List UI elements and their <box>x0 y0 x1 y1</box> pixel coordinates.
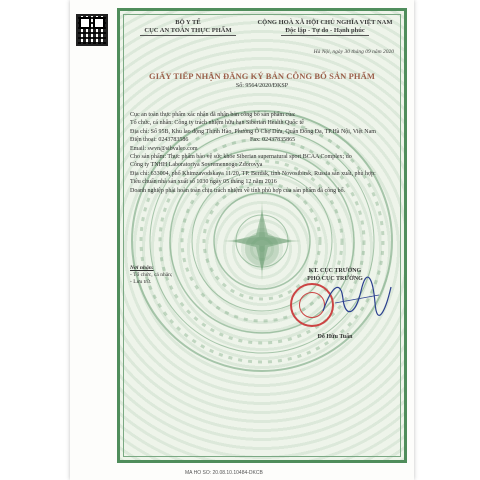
national-motto: Độc lập - Tự do - Hạnh phúc <box>281 27 368 36</box>
contact-row <box>130 136 396 144</box>
intro-line: Cục an toàn thực phẩm xác nhận đã nhận bản công bố sản phẩm của: <box>130 112 296 118</box>
handwritten-signature-icon <box>315 273 395 323</box>
recipients-label: Nơi nhận: <box>130 265 154 271</box>
document-number: Số: 9564/2020/ĐKSP <box>235 83 289 89</box>
ministry-name: BỘ Y TẾ <box>175 19 201 26</box>
certificate-document <box>117 8 407 463</box>
recipient-item: - Tổ chức, cá nhân; <box>130 272 173 278</box>
recipients-block <box>130 265 172 286</box>
department-name: CỤC AN TOÀN THỰC PHẨM <box>140 27 235 36</box>
place-date: Hà Nội, ngày 30 tháng 09 năm 2020 <box>313 49 394 55</box>
standard-line: Tiêu chuẩn nhà sản xuất số 1030 ngày 05 tháng 12 năm 2016 <box>130 179 277 186</box>
email-line: Email: swvn@sibvaleo.com <box>130 145 198 152</box>
document-body <box>130 111 396 195</box>
signature-title-line2: PHÓ CỤC TRƯỞNG <box>307 275 363 282</box>
organization-line: Tổ chức, cá nhân: Công ty trách nhiệm hữu hạn Siberian Health Quốc tế <box>130 120 304 127</box>
manufacturer-line: Công ty TNHH Laboratoriya Sovremennogo Zdorovya <box>130 162 263 169</box>
national-header <box>250 19 400 36</box>
recipient-item: - Lưu trữ. <box>130 279 152 285</box>
manufacturer-address-line: Địa chỉ: 633004, phố Khimzavodskaya 11/20, TP. Berdsk, tỉnh Novosibirsk, Russia sản xuất, phù hợp: <box>130 170 376 177</box>
dossier-code: MA HO SO: 20.08.10.10484-DKCB <box>185 470 263 476</box>
product-line: Cho sản phẩm: Thực phẩm bảo vệ sức khỏe Siberian supernatural sport BCAA Complex; do <box>130 154 352 161</box>
nation-name: CỘNG HOÀ XÃ HỘI CHỦ NGHĨA VIỆT NAM <box>257 19 393 26</box>
issuing-authority-header <box>128 19 248 36</box>
fax-line: Fax: 02437835865 <box>250 137 296 144</box>
signature-title-line1: KT. CỤC TRƯỞNG <box>308 268 362 274</box>
document-title: GIẤY TIẾP NHẬN ĐĂNG KÝ BẢN CÔNG BỐ SẢN PHẨM <box>148 71 376 81</box>
responsibility-line: Doanh nghiệp phải hoàn toàn chịu trách nhiệm về tính phù hợp của sản phẩm đã công bố. <box>130 187 346 194</box>
qr-code-icon <box>76 14 108 46</box>
address-line: Địa chỉ: Số 95B, Khu lao động Thịnh Hào, Phường Ô Chợ Dừa, Quận Đống Đa, TP.Hà Nội, Việt Nam <box>130 128 376 135</box>
phone-line: Điện thoại: 0243783586 <box>130 137 189 144</box>
signer-name: Đỗ Hữu Tuấn <box>317 334 353 340</box>
